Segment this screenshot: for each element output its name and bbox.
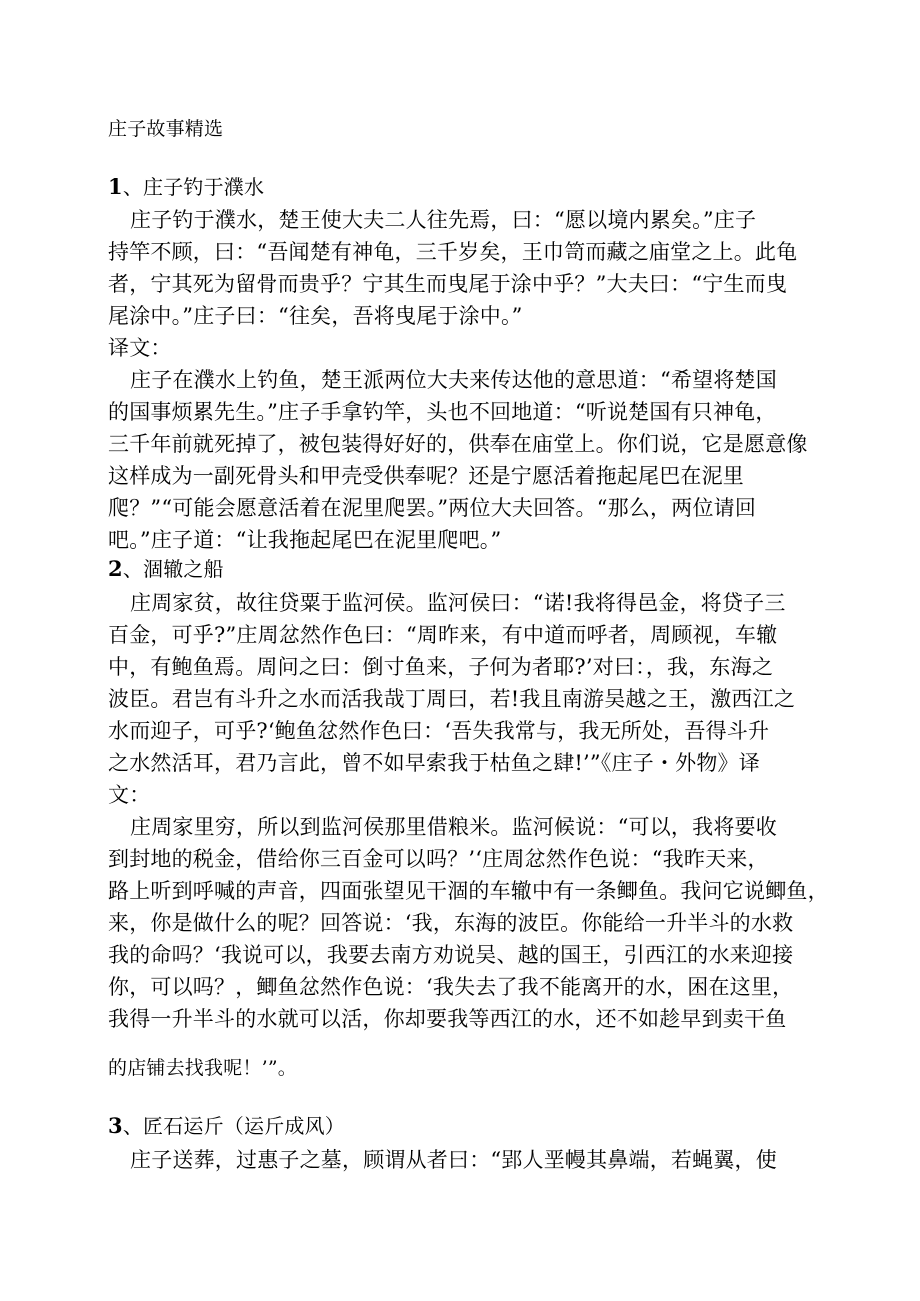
paragraph-line: 到封地的税金，借给你三百金可以吗？’‘庄周忿然作色说：“我昨天来， xyxy=(108,847,769,871)
document-title: 庄子故事精选 xyxy=(108,118,224,140)
section-number: 3 xyxy=(108,1113,123,1138)
paragraph-line: 这样成为一副死骨头和甲壳受供奉呢？还是宁愿活着拖起尾巴在泥里 xyxy=(108,464,744,488)
paragraph-line: 中，有鲍鱼焉。周问之曰：倒寸鱼来，子何为者耶?’对曰：，我，东海之 xyxy=(108,655,774,679)
paragraph-line: 路上听到呼喊的声音，四面张望见干涸的车辙中有一条鲫鱼。我问它说鲫鱼， xyxy=(108,879,829,903)
translation-label: 译文： xyxy=(108,336,172,360)
paragraph-line: 来，你是做什么的呢？回答说：‘我，东海的波臣。你能给一升半斗的水救 xyxy=(108,911,794,935)
section-number: 1 xyxy=(108,174,123,199)
paragraph-line: 之水然活耳，君乃言此，曾不如早索我于枯鱼之肆!’”《庄子・外物》译 xyxy=(108,751,760,775)
paragraph-line: 庄子钓于濮水，楚王使大夫二人往先焉，曰：“愿以境内累矣。”庄子 xyxy=(130,208,757,232)
paragraph-line: 波臣。君岂有斗升之水而活我哉丁周曰，若!我且南游吴越之王，激西江之 xyxy=(108,687,796,711)
paragraph-line: 文： xyxy=(108,783,151,807)
section-title: 、涸辙之船 xyxy=(122,557,224,581)
paragraph-line: 庄子在濮水上钓鱼，楚王派两位大夫来传达他的意思道：“希望将楚国 xyxy=(130,368,777,392)
paragraph-line: 爬？”“可能会愿意活着在泥里爬罢。”两位大夫回答。“那么，两位请回 xyxy=(108,496,757,520)
paragraph-line: 的店铺去找我呢！’”。 xyxy=(108,1057,297,1079)
paragraph-line: 水而迎子，可乎?‘鲍鱼忿然作色曰：‘吾失我常与，我无所处，吾得斗升 xyxy=(108,719,770,743)
section-title: 、庄子钓于濮水 xyxy=(122,175,265,199)
section-title: 、匠石运斤（运斤成风） xyxy=(122,1114,346,1138)
paragraph-line: 者，宁其死为留骨而贵乎？宁其生而曳尾于涂中乎？”大夫曰：“宁生而曳 xyxy=(108,272,788,296)
paragraph-line: 庄子送葬，过惠子之墓，顾谓从者曰：“郢人垩幔其鼻端，若蝇翼，使 xyxy=(130,1148,777,1172)
section-2-heading xyxy=(108,553,224,585)
paragraph-line: 持竿不顾，曰：“吾闻楚有神龟，三千岁矣，王巾笥而藏之庙堂之上。此龟 xyxy=(108,240,798,264)
section-3-heading xyxy=(108,1110,345,1142)
paragraph-line: 庄周家里穷，所以到监河侯那里借粮米。监河候说：“可以，我将要收 xyxy=(130,815,777,839)
paragraph-line: 的国事烦累先生。”庄子手拿钓竿，头也不回地道：“听说楚国有只神龟， xyxy=(108,400,777,424)
paragraph-line: 吧。”庄子道：“让我拖起尾巴在泥里爬吧。” xyxy=(108,528,502,552)
section-1-heading xyxy=(108,171,264,203)
section-number: 2 xyxy=(108,556,123,581)
paragraph-line: 你，可以吗？，鲫鱼忿然作色说：‘我失去了我不能离开的水，困在这里， xyxy=(108,975,794,999)
paragraph-line: 百金，可乎?”庄周忿然作色曰：“周昨来，有中道而呼者，周顾视，车辙 xyxy=(108,623,778,647)
paragraph-line: 我得一升半斗的水就可以活，你却要我等西江的水，还不如趁早到卖干鱼 xyxy=(108,1007,787,1031)
paragraph-line: 尾涂中。”庄子曰：“往矣，吾将曳尾于涂中。” xyxy=(108,304,523,328)
paragraph-line: 三千年前就死掉了，被包装得好好的，供奉在庙堂上。你们说，它是愿意像 xyxy=(108,432,808,456)
paragraph-line: 庄周家贫，故往贷粟于监河侯。监河侯曰：“诺!我将得邑金，将贷子三 xyxy=(130,591,786,615)
paragraph-line: 我的命吗？‘我说可以，我要去南方劝说吴、越的国王，引西江的水来迎接 xyxy=(108,943,794,967)
